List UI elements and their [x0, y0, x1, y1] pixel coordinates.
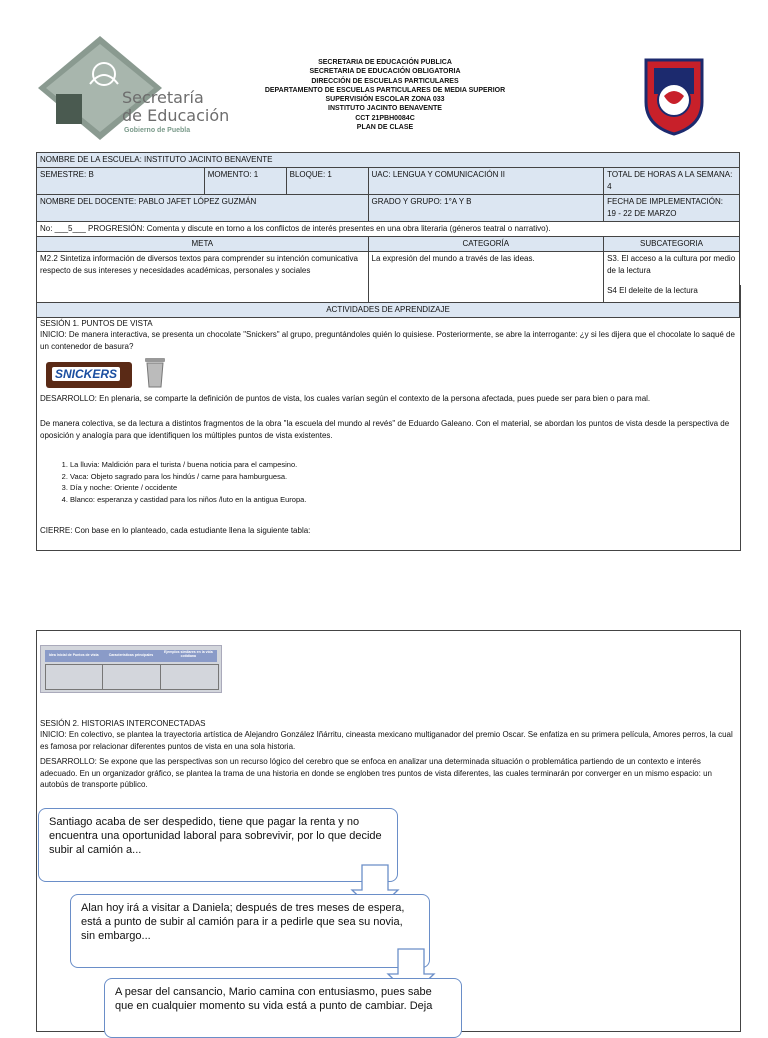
- grado-grupo: GRADO Y GRUPO: 1°A Y B: [368, 195, 604, 222]
- subcategoria-s3: S3. El acceso a la cultura por medio de la lectura: [607, 254, 736, 275]
- meta-header: META: [37, 237, 369, 252]
- mini-table-header-cell: Idea Inicial de Puntos de vista: [48, 653, 99, 657]
- viewpoint-list: [40, 459, 750, 505]
- subcategoria-s4: S4 El deleite de la lectura: [607, 286, 698, 295]
- logo-line2: de Educación: [122, 106, 230, 125]
- uac: UAC: LENGUA Y COMUNICACIÓN II: [368, 168, 604, 195]
- story-text: A pesar del cansancio, Mario camina con entusiasmo, pues sabe que en cualquier momento su vida está a punto de cambiar. Deja: [115, 986, 433, 1012]
- story-box-santiago: [38, 808, 398, 882]
- list-item: 2. Vaca: Objeto sagrado para los hindús / carne para hamburguesa.: [70, 471, 750, 483]
- story-text: Alan hoy irá a visitar a Daniela; después de tres meses de espera, está a punto de subir al camión para ir a pedirle que sea su novia, sin embargo...: [81, 902, 405, 942]
- session1-desarrollo2: De manera colectiva, se da lectura a distintos fragmentos de la obra "la escuela del mundo al revés" de Eduardo Galeano. Con el material, se abordan los puntos de vista desde la perspectiva de oposición y analogía para que identifiquen los múltiples puntos de vista existentes.: [40, 419, 730, 440]
- subcategoria-header: SUBCATEGORIA: [604, 237, 740, 252]
- header-line: SECRETARIA DE EDUCACIÓN PUBLICA: [318, 59, 452, 66]
- snickers-label: SNICKERS: [52, 367, 120, 381]
- semestre: SEMESTRE: B: [37, 168, 205, 195]
- mini-table-body: [45, 664, 219, 690]
- list-item: 4. Blanco: esperanza y castidad para los niños /luto en la antigua Europa.: [70, 494, 750, 506]
- school-name: NOMBRE DE LA ESCUELA: INSTITUTO JACINTO BENAVENTE: [37, 153, 740, 168]
- categoria: La expresión del mundo a través de las ideas.: [368, 252, 604, 303]
- session1-desarrollo1: DESARROLLO: En plenaria, se comparte la definición de puntos de vista, los cuales varían según el contexto de la persona afectada, pues puede ser para bien o para mal.: [40, 394, 651, 403]
- fecha-implementacion: [604, 195, 740, 222]
- header-line: INSTITUTO JACINTO BENAVENTE: [328, 105, 442, 113]
- actividades-header: ACTIVIDADES DE APRENDIZAJE: [37, 303, 740, 318]
- session1-title: SESIÓN 1. PUNTOS DE VISTA: [40, 319, 153, 328]
- story-text: Santiago acaba de ser despedido, tiene que pagar la renta y no encuentra una oportunidad laboral para sobrevivir, por lo que decide subir al camión a...: [49, 816, 382, 856]
- trash-can-icon: [144, 356, 166, 388]
- mini-table-header: [45, 650, 217, 662]
- logo-subtitle: Gobierno de Puebla: [124, 127, 191, 134]
- fecha-value: 19 - 22 DE MARZO: [607, 209, 677, 218]
- progresion: No: ___5___ PROGRESIÓN: Comenta y discute en torno a los conflictos de interés presentes en una obra literaria (géneros teatral o narrativo).: [37, 222, 740, 237]
- session1-inicio: INICIO: De manera interactiva, se presenta un chocolate "Snickers" al grupo, preguntándoles quién lo quisiese. Posteriormente, se abre la interrogante: ¿y si les dijera que el chocolate lo saqué de un contenedor de basura?: [40, 330, 735, 351]
- categoria-header: CATEGORÍA: [368, 237, 604, 252]
- story-box-mario: [104, 978, 462, 1038]
- header-line: SECRETARIA DE EDUCACIÓN OBLIGATORIA: [309, 68, 461, 76]
- header-line: DIRECCIÓN DE ESCUELAS PARTICULARES: [311, 77, 459, 85]
- bloque: BLOQUE: 1: [286, 168, 368, 195]
- mini-table-header-cell: Características principales: [108, 653, 154, 657]
- header-line: SUPERVISIÓN ESCOLAR ZONA 033: [325, 96, 445, 104]
- story-box-alan: [70, 894, 430, 968]
- logo-line1: Secretaría: [122, 88, 204, 107]
- document-header: [230, 58, 540, 132]
- mini-table-header-cell: Ejemplos similares en la vida cotidiana: [164, 650, 213, 658]
- mini-table-image: [40, 645, 222, 693]
- docente: NOMBRE DEL DOCENTE: PABLO JAFET LÓPEZ GUZMÁN: [37, 195, 369, 222]
- session2-title: SESIÓN 2. HISTORIAS INTERCONECTADAS: [40, 719, 206, 728]
- session2-inicio: INICIO: En colectivo, se plantea la trayectoria artística de Alejandro González Iñárritu, cineasta mexicano multiganador del premio Oscar. Se enfatiza en su primera película, Amores perros, la cual es famosa por relacionar diferentes puntos de vista en una sola historia.: [40, 730, 733, 751]
- header-line: PLAN DE CLASE: [356, 124, 414, 132]
- header-line: CCT 21PBH0084C: [355, 114, 415, 122]
- school-crest: [644, 56, 704, 136]
- horas: TOTAL DE HORAS A LA SEMANA: 4: [604, 168, 740, 195]
- snickers-image: [46, 362, 132, 388]
- momento: MOMENTO: 1: [204, 168, 286, 195]
- list-item: 3. Día y noche: Oriente / occidente: [70, 482, 750, 494]
- session2-desarrollo: DESARROLLO: Se expone que las perspectivas son un recurso lógico del cerebro que se enfoca en analizar una determinada situación o problemática partiendo de un contexto e interés adecuado. En un organizador gráfico, se plantea la trama de una historia en donde se engloben tres puntos de vista diferentes, las cuales terminarán por converger en un mismo espacio: un autobús de transporte público.: [40, 757, 712, 789]
- session1-cierre: CIERRE: Con base en lo planteado, cada estudiante llena la siguiente tabla:: [40, 526, 311, 535]
- header-line: DEPARTAMENTO DE ESCUELAS PARTICULARES DE MEDIA SUPERIOR: [264, 86, 506, 94]
- meta: M2.2 Sintetiza información de diversos textos para comprender su intención comunicativa respecto de sus intereses y necesidades académicas, personales y sociales: [37, 252, 369, 303]
- list-item: 1. La lluvia: Maldición para el turista / buena noticia para el campesino.: [70, 459, 750, 471]
- fecha-label: FECHA DE IMPLEMENTACIÓN:: [607, 197, 723, 206]
